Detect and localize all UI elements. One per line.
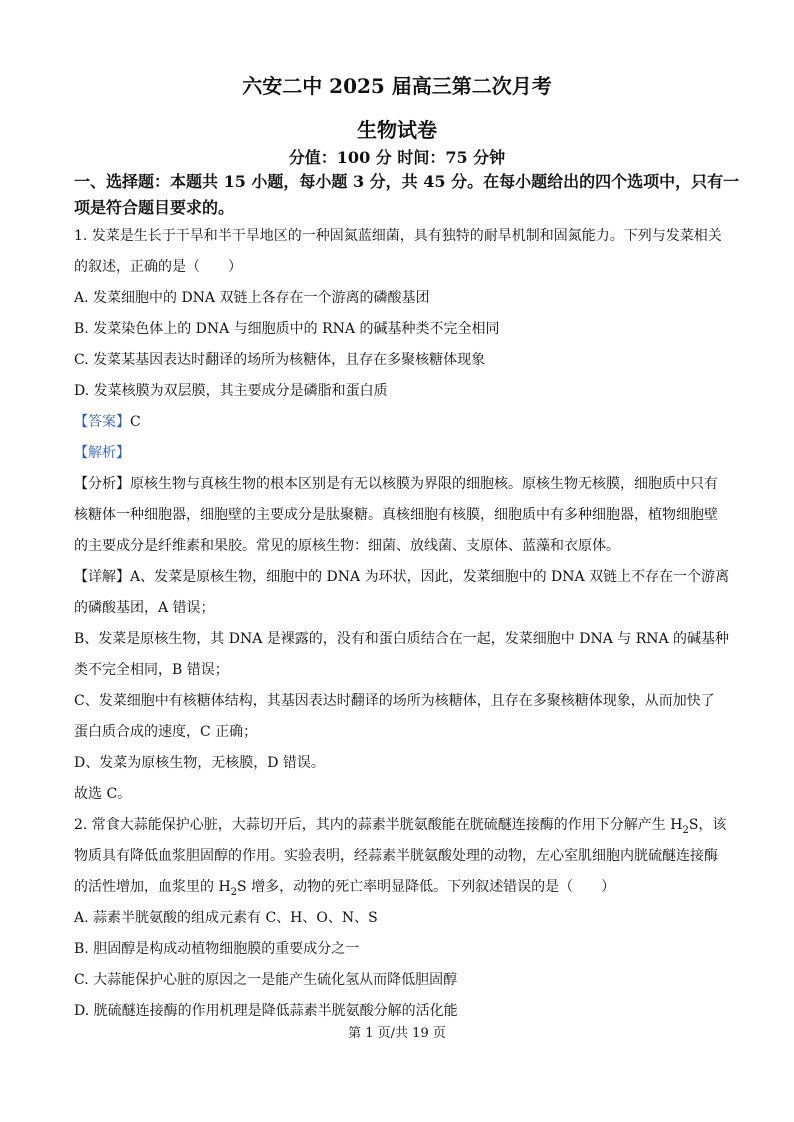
q1-option-d: D. 发菜核膜为双层膜，其主要成分是磷脂和蛋白质	[74, 383, 388, 399]
q1-option-a: A. 发菜细胞中的 DNA 双链上各存在一个游离的磷酸基团	[74, 290, 430, 306]
answer-tag: 【答案】	[74, 414, 130, 430]
q2-option-d: D. 胱硫醚连接酶的作用机理是降低蒜素半胱氨酸分解的活化能	[74, 1003, 458, 1019]
q1-detail-line2: 的磷酸基团，A 错误；	[74, 600, 215, 616]
subject-title: 生物试卷	[357, 118, 437, 142]
section-heading-line2: 项是符合题目要求的。	[74, 198, 235, 217]
q1-stem-line1: 1. 发菜是生长于干旱和半干旱地区的一种固氮蓝细菌，具有独特的耐旱机制和固氮能力。下列与发菜相关	[74, 228, 722, 244]
q1-option-b: B. 发菜染色体上的 DNA 与细胞质中的 RNA 的碱基种类不完全相同	[74, 321, 500, 337]
q1-fenxi-line1: 【分析】原核生物与真核生物的根本区别是有无以核膜为界限的细胞核。原核生物无核膜，细胞质中只有	[74, 476, 718, 492]
q1-detail-line7: D、发菜为原核生物，无核膜，D 错误。	[74, 755, 325, 771]
q1-fenxi-line2: 核糖体一种细胞器，细胞壁的主要成分是肽聚糖。真核细胞有核膜，细胞质中有多种细胞器，植物细胞壁	[74, 507, 718, 523]
q1-detail-line4: 类不完全相同，B 错误；	[74, 662, 229, 678]
q2-stem-line1: 2. 常食大蒜能保护心脏，大蒜切开后，其内的蒜素半胱氨酸能在胱硫醚连接酶的作用下分解产生 $H_2S$，该	[74, 817, 727, 836]
exam-meta: 分值：100 分 时间：75 分钟	[288, 148, 506, 167]
q1-detail-line1: 【详解】A、发菜是原核生物，细胞中的 DNA 为环状，因此，发菜细胞中的 DNA 双链上不存在一个游离	[74, 569, 730, 585]
q2-stem-line2: 物质具有降低血浆胆固醇的作用。实验表明，经蒜素半胱氨酸处理的动物，左心室肌细胞内胱硫醚连接酶	[74, 848, 718, 864]
q2-option-c: C. 大蒜能保护心脏的原因之一是能产生硫化氢从而降低胆固醇	[74, 972, 458, 988]
q2-option-b: B. 胆固醇是构成动植物细胞膜的重要成分之一	[74, 941, 360, 957]
q1-detail-line3: B、发菜是原核生物，其 DNA 是裸露的，没有和蛋白质结合在一起，发菜细胞中 DNA 与 RNA 的碱基种	[74, 631, 730, 647]
q1-option-c: C. 发菜某基因表达时翻译的场所为核糖体，且存在多聚核糖体现象	[74, 352, 486, 368]
analysis-tag: 【解析】	[74, 445, 130, 461]
section-heading-line1: 一、选择题：本题共 15 小题，每小题 3 分，共 45 分。在每小题给出的四个选项中，只有一	[74, 172, 740, 191]
page-footer: 第 1 页/共 19 页	[348, 1026, 446, 1041]
q1-fenxi-line3: 的主要成分是纤维素和果胶。常见的原核生物：细菌、放线菌、支原体、蓝藻和衣原体。	[74, 538, 620, 554]
q1-conclusion: 故选 C。	[74, 786, 132, 802]
q2-option-a: A. 蒜素半胱氨酸的组成元素有 C、H、O、N、S	[74, 910, 378, 926]
q2-stem-line3: 的活性增加，血浆里的 $H_2S$ 增多，动物的死亡率明显降低。下列叙述错误的是（ ）	[74, 879, 616, 898]
exam-title: 六安二中 2025 届高三第二次月考	[242, 74, 552, 98]
q1-stem-line2: 的叙述，正确的是（ ）	[74, 259, 242, 275]
q1-detail-line5: C、发菜细胞中有核糖体结构，其基因表达时翻译的场所为核糖体，且存在多聚核糖体现象，从而加快了	[74, 693, 715, 709]
answer-value: C	[130, 414, 141, 430]
q1-detail-line6: 蛋白质合成的速度，C 正确；	[74, 724, 258, 740]
q1-answer	[74, 412, 734, 432]
